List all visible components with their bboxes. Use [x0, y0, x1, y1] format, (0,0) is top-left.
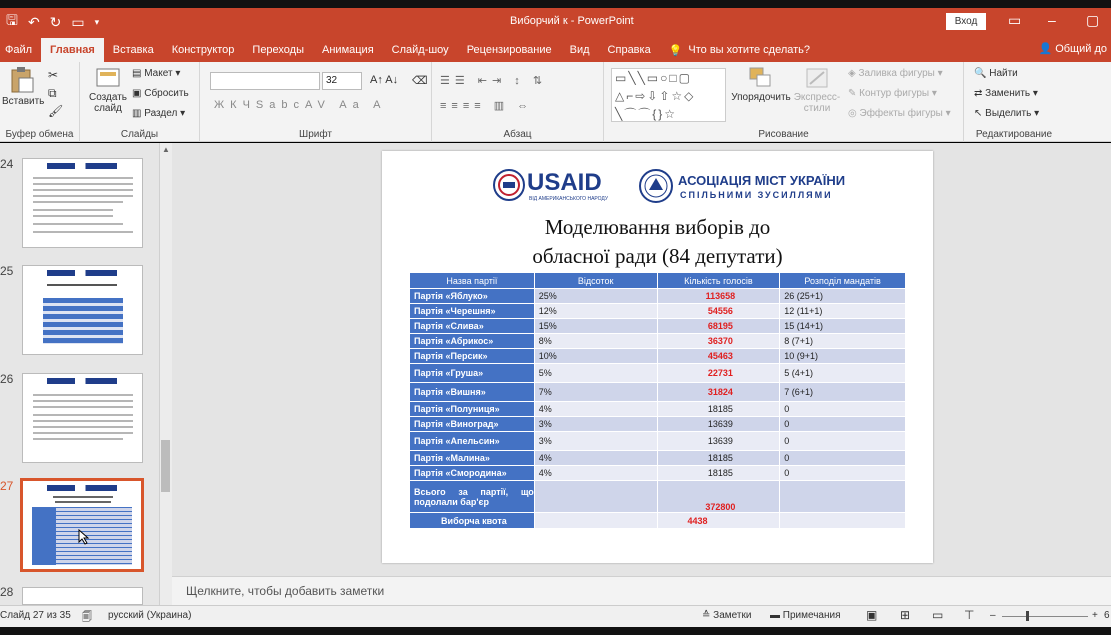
table-row — [410, 349, 906, 364]
cursor-icon — [78, 529, 90, 545]
zoom-slider[interactable] — [1002, 616, 1088, 617]
share-button[interactable] — [1038, 42, 1107, 55]
tab-file[interactable]: Файл — [5, 44, 33, 56]
usaid-seal-icon — [493, 169, 525, 201]
paste-icon — [9, 66, 35, 94]
select-icon: ↖ — [974, 108, 986, 119]
format-painter-icon[interactable]: 🖌 — [48, 104, 64, 118]
cut-icon[interactable]: ✂ — [48, 68, 59, 82]
arrange-icon — [748, 66, 774, 90]
group-clipboard — [0, 62, 80, 142]
slide-title-line-1: Моделювання виборів до — [544, 215, 771, 239]
party-name-cell: Партія «Яблуко» — [410, 289, 535, 304]
start-slideshow-icon[interactable]: ▭ — [71, 13, 85, 30]
total-empty-cell — [534, 481, 657, 513]
grow-font-icon[interactable]: A↑ A↓ — [370, 74, 399, 86]
group-editing — [964, 62, 1064, 142]
votes-cell: 113658 — [657, 289, 780, 304]
table-row — [410, 466, 906, 481]
party-name-cell: Партія «Полуниця» — [410, 402, 535, 417]
window-title: Виборчий к - PowerPoint — [510, 15, 634, 27]
slide-thumbnail-25[interactable] — [22, 265, 143, 355]
thumb-table-col — [32, 507, 56, 565]
votes-cell: 36370 — [657, 334, 780, 349]
shape-effects-label: Эффекты фигуры — [859, 108, 943, 119]
notes-pane[interactable] — [172, 576, 1111, 605]
seats-cell: 0 — [780, 402, 906, 417]
percent-cell: 7% — [534, 383, 657, 402]
tell-me-text: Что вы хотите сделать? — [688, 44, 811, 56]
find-button[interactable] — [974, 68, 1018, 79]
party-name-cell: Партія «Малина» — [410, 451, 535, 466]
total-label-cell: Всього за партії, що подолали бар'єр — [410, 481, 535, 513]
seats-cell: 0 — [780, 432, 906, 451]
thumb-table — [43, 298, 123, 344]
replace-icon: ⇄ — [974, 88, 986, 99]
votes-cell: 31824 — [657, 383, 780, 402]
percent-cell: 10% — [534, 349, 657, 364]
header-percent: Відсоток — [534, 273, 657, 289]
slide-title — [382, 213, 933, 271]
votes-cell: 13639 — [657, 417, 780, 432]
clear-format-icon[interactable]: ⌫ — [412, 75, 428, 87]
tab-animations[interactable]: Анимация — [322, 44, 374, 56]
shape-fill-button[interactable]: ◈ Заливка фигуры ▾ — [848, 68, 943, 79]
tab-view[interactable]: Вид — [569, 44, 590, 56]
language-indicator[interactable]: русский (Украина) — [108, 610, 192, 621]
percent-cell: 25% — [534, 289, 657, 304]
reset-label: Сбросить — [144, 88, 189, 99]
seats-cell: 8 (7+1) — [780, 334, 906, 349]
table-body — [410, 289, 906, 529]
search-icon: 🔍 — [974, 68, 990, 79]
effects-icon: ◎ — [848, 108, 860, 119]
comment-icon: ▬ — [770, 610, 783, 621]
amu-emblem-icon — [638, 168, 674, 204]
minimize-icon[interactable]: – — [1048, 12, 1056, 28]
font-name-input[interactable] — [210, 72, 320, 90]
normal-view-icon[interactable]: ▣ — [866, 608, 878, 622]
paste-button[interactable] — [2, 66, 45, 107]
login-button[interactable]: Вход — [946, 13, 986, 30]
replace-label: Заменить — [985, 88, 1031, 99]
usaid-wordmark: USAID — [527, 169, 602, 196]
shapes-gallery[interactable]: ▭╲╲▭○□▢ △⌐⇨⇩⇧☆◇ ╲⌒⌒{}☆ — [611, 68, 726, 122]
comments-toggle-label: Примечания — [782, 610, 841, 621]
spellcheck-icon[interactable]: 🗐 — [82, 612, 92, 623]
drawing-group-label: Рисование — [758, 129, 809, 140]
party-name-cell: Партія «Вишня» — [410, 383, 535, 402]
party-name-cell: Партія «Слива» — [410, 319, 535, 334]
reset-icon: ▣ — [132, 88, 145, 99]
tab-help[interactable]: Справка — [607, 44, 651, 56]
tab-slideshow[interactable]: Слайд-шоу — [391, 44, 449, 56]
header-votes: Кількість голосів — [657, 273, 780, 289]
tab-design[interactable]: Конструктор — [171, 44, 235, 56]
shape-fill-label: Заливка фигуры — [858, 68, 935, 79]
percent-cell: 15% — [534, 319, 657, 334]
thumb-logo — [47, 485, 117, 491]
layout-label: Макет — [144, 68, 173, 79]
quick-styles-label: Экспресс-стили — [793, 92, 841, 114]
table-total-row — [410, 481, 906, 513]
find-label: Найти — [989, 68, 1018, 79]
percent-cell: 4% — [534, 451, 657, 466]
party-name-cell: Партія «Груша» — [410, 364, 535, 383]
party-name-cell: Партія «Черешня» — [410, 304, 535, 319]
usaid-tagline: ВІД АМЕРИКАНСЬКОГО НАРОДУ — [529, 196, 609, 202]
amu-name: АСОЦІАЦІЯ МІСТ УКРАЇНИ — [678, 173, 846, 188]
current-slide[interactable] — [382, 151, 933, 563]
seats-cell: 10 (9+1) — [780, 349, 906, 364]
font-size-input[interactable] — [322, 72, 362, 90]
fill-icon: ◈ — [848, 68, 859, 79]
slide-counter: Слайд 27 из 35 — [0, 610, 71, 621]
redo-icon[interactable]: ↻ — [49, 13, 62, 30]
percent-cell: 4% — [534, 466, 657, 481]
seats-cell: 12 (11+1) — [780, 304, 906, 319]
table-row — [410, 334, 906, 349]
undo-icon[interactable]: ↶ — [27, 13, 40, 30]
percent-cell: 12% — [534, 304, 657, 319]
outline-icon: ✎ — [848, 88, 860, 99]
seats-cell: 7 (6+1) — [780, 383, 906, 402]
font-format-icons[interactable]: ЖКЧSabcAV Aa A — [214, 99, 387, 111]
tab-review[interactable]: Рецензирование — [466, 44, 552, 56]
replace-button[interactable]: ⇄ Заменить ▾ — [974, 88, 1038, 99]
votes-cell: 68195 — [657, 319, 780, 334]
table-row — [410, 402, 906, 417]
thumb-number: 25 — [0, 264, 14, 278]
paragraph-group-label: Абзац — [503, 129, 532, 140]
percent-cell: 8% — [534, 334, 657, 349]
thumb-number: 24 — [0, 157, 14, 171]
share-label: Общий до — [1055, 43, 1107, 55]
zoom-in-icon[interactable]: + — [1092, 610, 1098, 621]
section-label: Раздел — [144, 108, 178, 119]
votes-cell: 54556 — [657, 304, 780, 319]
font-group-label: Шрифт — [299, 129, 332, 140]
slide-thumbnail-26[interactable] — [22, 373, 143, 463]
arrange-button[interactable] — [728, 66, 794, 103]
thumb-number: 26 — [0, 372, 14, 386]
editing-group-label: Редактирование — [975, 129, 1053, 140]
new-slide-icon — [95, 66, 121, 90]
seats-cell: 15 (14+1) — [780, 319, 906, 334]
votes-cell: 18185 — [657, 451, 780, 466]
section-icon: ▥ — [132, 108, 145, 119]
slide-thumbnail-24[interactable] — [22, 158, 143, 248]
slide-thumbnail-28[interactable] — [22, 587, 143, 605]
thumb-number: 28 — [0, 585, 14, 599]
table-header-row — [410, 273, 906, 289]
seats-cell: 0 — [780, 417, 906, 432]
scrollbar-thumb[interactable] — [161, 440, 170, 492]
group-paragraph — [432, 62, 604, 142]
tab-transitions[interactable]: Переходы — [252, 44, 305, 56]
select-label: Выделить — [985, 108, 1032, 119]
quick-access-toolbar — [0, 10, 99, 34]
thumbnail-scrollbar[interactable] — [159, 143, 172, 605]
table-row — [410, 319, 906, 334]
party-name-cell: Партія «Виноград» — [410, 417, 535, 432]
arrange-label: Упорядочить — [731, 92, 791, 103]
zoom-out-icon[interactable]: – — [990, 610, 996, 621]
quota-label-cell: Виборча квота — [410, 513, 535, 529]
header-party: Назва партії — [410, 273, 535, 289]
election-table — [409, 272, 906, 529]
title-bar — [0, 8, 1111, 36]
votes-cell: 18185 — [657, 466, 780, 481]
maximize-icon[interactable]: ▢ — [1086, 12, 1100, 28]
quick-styles-button[interactable] — [792, 66, 842, 114]
group-drawing — [604, 62, 964, 142]
paste-label: Вставить — [2, 96, 45, 107]
table-row — [410, 432, 906, 451]
votes-cell: 45463 — [657, 349, 780, 364]
new-slide-label: Создать слайд — [88, 92, 127, 114]
notes-placeholder: Щелкните, чтобы добавить заметки — [186, 584, 385, 598]
group-slides — [80, 62, 200, 142]
section-button[interactable]: ▥ Раздел ▾ — [132, 108, 186, 119]
scroll-up-icon[interactable]: ▲ — [162, 145, 170, 154]
seats-cell: 5 (4+1) — [780, 364, 906, 383]
shape-outline-button[interactable]: ✎ Контур фигуры ▾ — [848, 88, 937, 99]
zoom-level[interactable]: 6 — [1104, 610, 1110, 621]
notes-toggle-label: Заметки — [713, 610, 752, 621]
notes-icon: ≙ — [702, 610, 714, 621]
party-name-cell: Партія «Смородина» — [410, 466, 535, 481]
slide-sorter-icon[interactable]: ⊞ — [900, 608, 911, 622]
slide-title-line-2: обласної ради (84 депутати) — [532, 244, 783, 268]
table-row — [410, 364, 906, 383]
party-name-cell: Партія «Абрикос» — [410, 334, 535, 349]
lightbulb-icon: 💡 — [668, 44, 683, 57]
amu-logo — [638, 167, 846, 205]
ribbon — [0, 62, 1111, 142]
zoom-slider-thumb[interactable] — [1026, 611, 1029, 621]
tell-me-box[interactable] — [660, 38, 819, 62]
votes-cell: 13639 — [657, 432, 780, 451]
seats-cell: 26 (25+1) — [780, 289, 906, 304]
copy-icon[interactable]: ⧉ — [48, 86, 57, 100]
reset-button[interactable] — [132, 88, 189, 99]
tab-insert[interactable]: Вставка — [112, 44, 154, 56]
reading-view-icon[interactable]: ▭ — [932, 608, 944, 622]
total-empty-cell — [780, 481, 906, 513]
thumb-logo — [47, 163, 117, 169]
votes-cell: 18185 — [657, 402, 780, 417]
percent-cell: 3% — [534, 417, 657, 432]
ribbon-tabs — [0, 36, 1111, 62]
total-value-cell: 372800 — [657, 481, 780, 513]
group-font — [200, 62, 432, 142]
ribbon-display-icon[interactable]: ▭ — [1008, 12, 1022, 28]
quick-styles-icon — [804, 66, 830, 90]
shape-outline-label: Контур фигуры — [859, 88, 930, 99]
table-row — [410, 417, 906, 432]
layout-button[interactable]: ▤ Макет ▾ — [132, 68, 181, 79]
status-bar — [0, 605, 1111, 627]
amu-tagline: СПІЛЬНИМИ ЗУСИЛЛЯМИ — [680, 190, 833, 200]
slideshow-view-icon[interactable]: ⊤ — [964, 608, 975, 622]
align-icons[interactable]: ≡≡≡≡ ▥ ⇔ — [440, 100, 534, 112]
thumb-number: 27 — [0, 479, 14, 493]
table-row — [410, 289, 906, 304]
shape-effects-button[interactable]: ◎ Эффекты фигуры ▾ — [848, 108, 951, 119]
comments-toggle[interactable] — [770, 610, 841, 621]
percent-cell: 5% — [534, 364, 657, 383]
new-slide-button[interactable] — [86, 66, 130, 114]
table-row — [410, 451, 906, 466]
slide-thumbnail-27[interactable] — [20, 478, 144, 572]
percent-cell: 4% — [534, 402, 657, 417]
notes-toggle[interactable] — [702, 610, 751, 621]
select-button[interactable]: ↖ Выделить ▾ — [974, 108, 1040, 119]
slide-thumbnail-panel — [0, 143, 172, 605]
votes-cell: 22731 — [657, 364, 780, 383]
screen-top-edge — [0, 0, 1111, 8]
quota-empty-cell — [534, 513, 657, 529]
customize-qat-icon[interactable]: ▾ — [94, 16, 100, 27]
usaid-logo — [493, 167, 613, 205]
table-row — [410, 304, 906, 319]
table-quota-row — [410, 513, 906, 529]
party-name-cell: Партія «Персик» — [410, 349, 535, 364]
party-name-cell: Партія «Апельсин» — [410, 432, 535, 451]
save-icon[interactable]: 🖫 — [6, 12, 18, 28]
tab-home[interactable]: Главная — [41, 38, 104, 62]
seats-cell: 0 — [780, 466, 906, 481]
thumb-logo — [47, 378, 117, 384]
screen-bottom-edge — [0, 627, 1111, 635]
layout-icon: ▤ — [132, 68, 145, 79]
header-seats: Розподіл мандатів — [780, 273, 906, 289]
quota-value-cell: 4438 — [657, 513, 780, 529]
thumb-logo — [47, 270, 117, 276]
person-icon: 👤 — [1038, 43, 1053, 55]
quota-empty-cell — [780, 513, 906, 529]
list-icons[interactable]: ☰☰ ⇤⇥ ↕ ⇅ — [440, 75, 548, 87]
seats-cell: 0 — [780, 451, 906, 466]
clipboard-group-label: Буфер обмена — [5, 129, 74, 140]
slides-group-label: Слайды — [120, 129, 159, 140]
percent-cell: 3% — [534, 432, 657, 451]
font-size-value: 32 — [326, 75, 338, 86]
table-row — [410, 383, 906, 402]
